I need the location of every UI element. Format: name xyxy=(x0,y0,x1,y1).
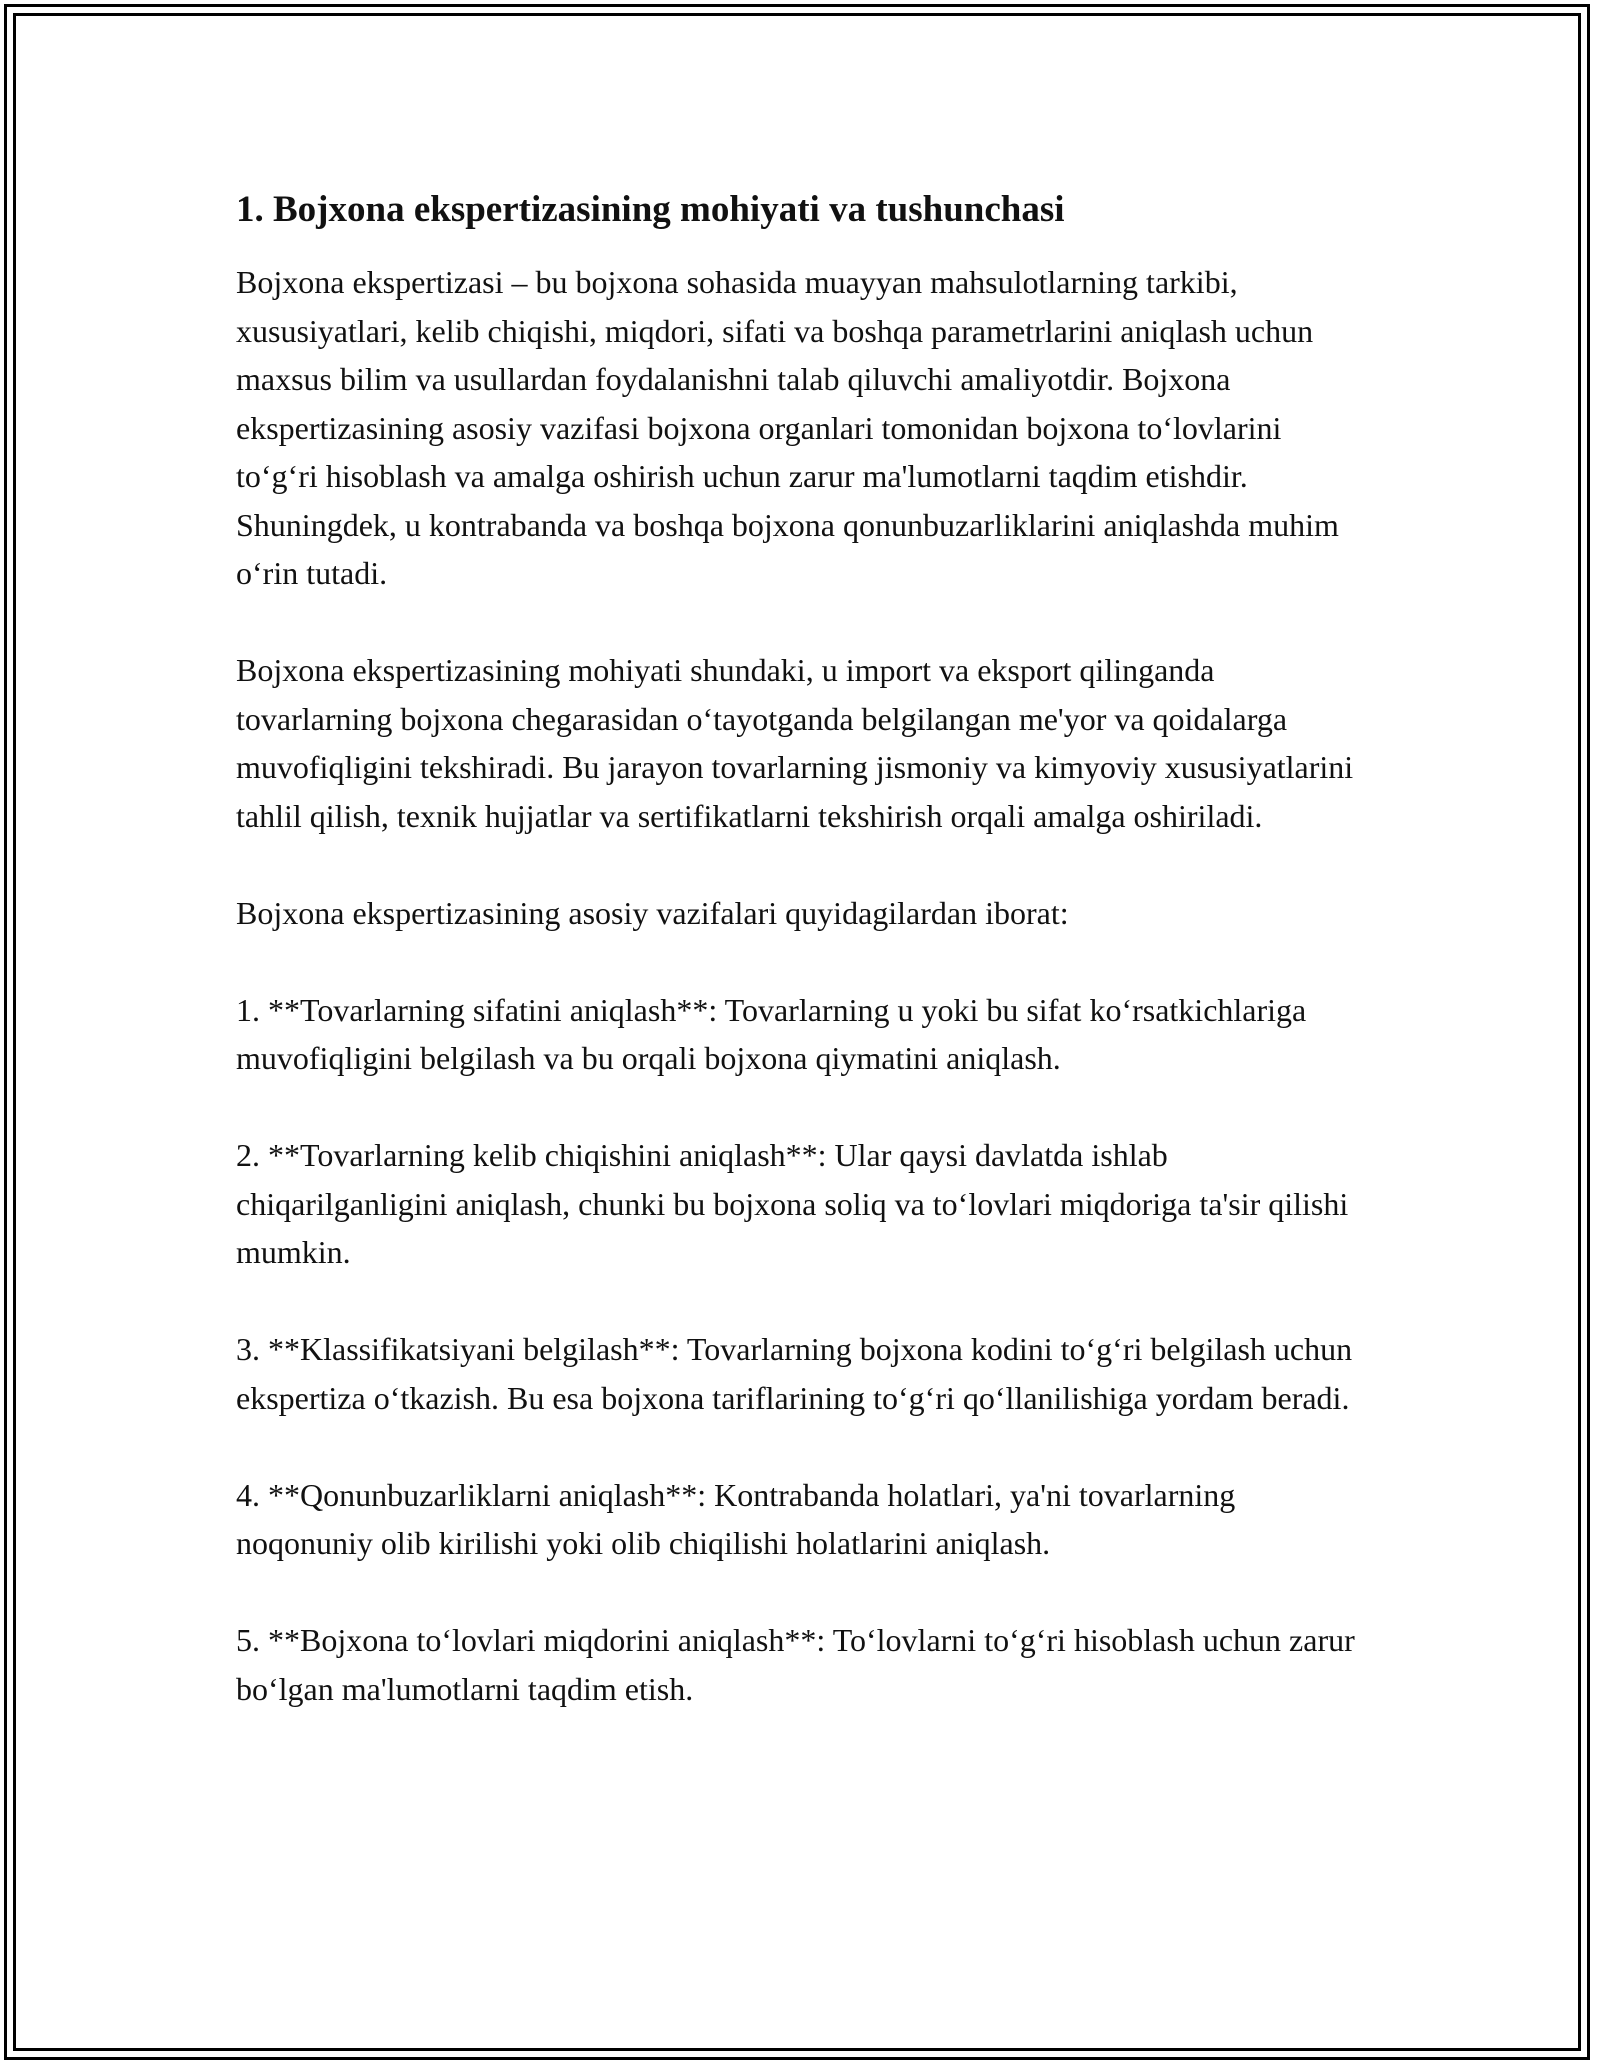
paragraph-essence: Bojxona ekspertizasining mohiyati shundaki, u import va eksport qilinganda tovarlarning bojxona chegarasidan o‘tayotganda belgilangan me'yor va qoidalarga muvofiqligini tekshiradi. Bu jarayon tovarlarning jismoniy va kimyoviy xususiyatlarini tahlil qilish, texnik hujjatlar va sertifikatlarni tekshirish orqali amalga oshiriladi. xyxy=(236,652,1354,834)
list-item-violations: 4. **Qonunbuzarliklarni aniqlash**: Kontrabanda holatlari, ya'ni tovarlarning noqonuniy olib kirilishi yoki olib chiqilishi holatlarini aniqlash. xyxy=(236,1476,1236,1561)
list-item-quality: 1. **Tovarlarning sifatini aniqlash**: Tovarlarning u yoki bu sifat ko‘rsatkichlariga muvofiqligini belgilash va bu orqali bojxona qiymatini aniqlash. xyxy=(236,991,1307,1076)
paragraph-definition: Bojxona ekspertizasi – bu bojxona sohasida muayyan mahsulotlarning tarkibi, xususiyatlari, kelib chiqishi, miqdori, sifati va boshqa parametrlarini aniqlash uchun maxsus bilim va usullardan foydalanishni talab qiluvchi amaliyotdir. Bojxona ekspertizasining asosiy vazifasi bojxona organlari tomonidan bojxona to‘lovlarini to‘g‘ri hisoblash va amalga oshirish uchun zarur ma'lumotlarni taqdim etishdir. Shuningdek, u kontrabanda va boshqa bojxona qonunbuzarliklarini aniqlashda muhim o‘rin tutadi. xyxy=(236,264,1339,591)
section-heading: 1. Bojxona ekspertizasining mohiyati va tushunchasi xyxy=(236,189,1065,230)
list-item-origin: 2. **Tovarlarning kelib chiqishini aniqlash**: Ular qaysi davlatda ishlab chiqarilganligini aniqlash, chunki bu bojxona soliq va to‘lovlari miqdoriga ta'sir qilishi mumkin. xyxy=(236,1137,1349,1270)
paragraph-tasks-intro: Bojxona ekspertizasining asosiy vazifalari quyidagilardan iborat: xyxy=(236,894,1069,931)
document-body xyxy=(236,186,1366,1713)
list-item-classification: 3. **Klassifikatsiyani belgilash**: Tovarlarning bojxona kodini to‘g‘ri belgilash uchun ekspertiza o‘tkazish. Bu esa bojxona tariflarining to‘g‘ri qo‘llanilishiga yordam beradi. xyxy=(236,1331,1353,1416)
list-item-payments: 5. **Bojxona to‘lovlari miqdorini aniqlash**: To‘lovlarni to‘g‘ri hisoblash uchun zarur bo‘lgan ma'lumotlarni taqdim etish. xyxy=(236,1622,1355,1707)
